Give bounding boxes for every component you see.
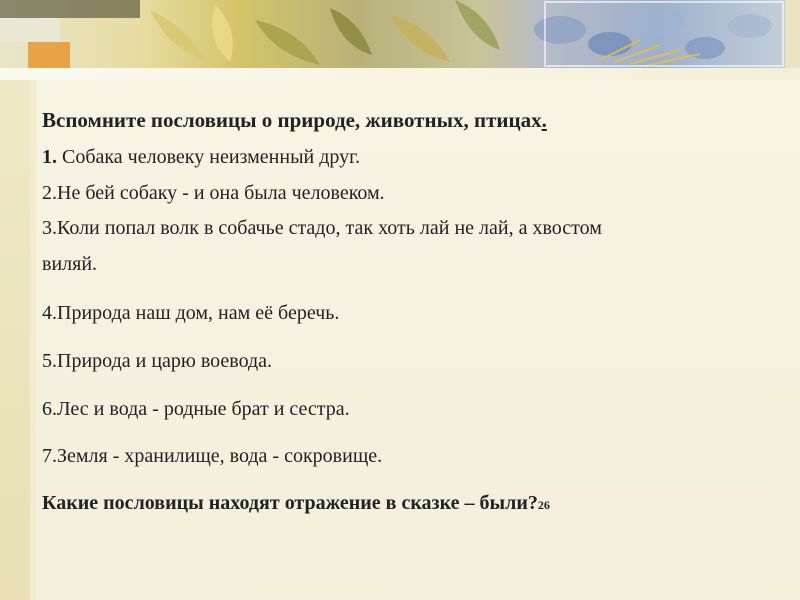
page-number: 26 bbox=[537, 498, 550, 512]
proverb-text: Лес и вода - родные брат и сестра. bbox=[57, 398, 350, 420]
proverb-text: Природа наш дом, нам её беречь. bbox=[57, 302, 340, 324]
proverb-item-4 bbox=[42, 302, 339, 325]
proverb-number: 7. bbox=[42, 445, 57, 467]
proverb-text: Не бей собаку - и она была человеком. bbox=[57, 182, 385, 204]
proverb-number: 4. bbox=[42, 302, 57, 324]
left-decorative-column bbox=[0, 80, 30, 600]
proverb-number: 2. bbox=[42, 182, 57, 204]
banner-underline-band bbox=[0, 68, 800, 80]
proverb-item-6 bbox=[42, 398, 350, 421]
proverb-number: 5. bbox=[42, 350, 57, 372]
proverb-item-5 bbox=[42, 350, 272, 373]
proverb-number: 3. bbox=[42, 217, 57, 239]
slide-title-text: Вспомните пословицы о природе, животных, птицах bbox=[42, 108, 542, 132]
slide-title bbox=[42, 108, 547, 133]
slide-title-dot: . bbox=[541, 108, 547, 132]
proverb-text: Земля - хранилище, вода - сокровище. bbox=[57, 445, 383, 467]
proverb-text: Коли попал волк в собачье стадо, так хоть лай не лай, а хвостом bbox=[57, 217, 602, 239]
decorative-banner bbox=[0, 0, 800, 68]
proverb-text: виляй. bbox=[42, 253, 98, 275]
proverb-number: 6. bbox=[42, 398, 57, 420]
nature-collage-image bbox=[0, 0, 800, 68]
proverb-item-7 bbox=[42, 445, 382, 468]
proverb-item-1 bbox=[42, 146, 360, 169]
proverb-number: 1. bbox=[42, 146, 57, 168]
left-decorative-strip bbox=[30, 80, 36, 600]
proverb-item-3 bbox=[42, 217, 602, 240]
proverb-item-3-continuation bbox=[42, 253, 97, 276]
proverb-text: Собака человеку неизменный друг. bbox=[57, 146, 361, 168]
question-text: Какие пословицы находят отражение в сказке – были? bbox=[42, 492, 538, 514]
proverb-text: Природа и царю воевода. bbox=[57, 350, 273, 372]
slide-question bbox=[42, 492, 550, 515]
proverb-item-2 bbox=[42, 182, 385, 205]
